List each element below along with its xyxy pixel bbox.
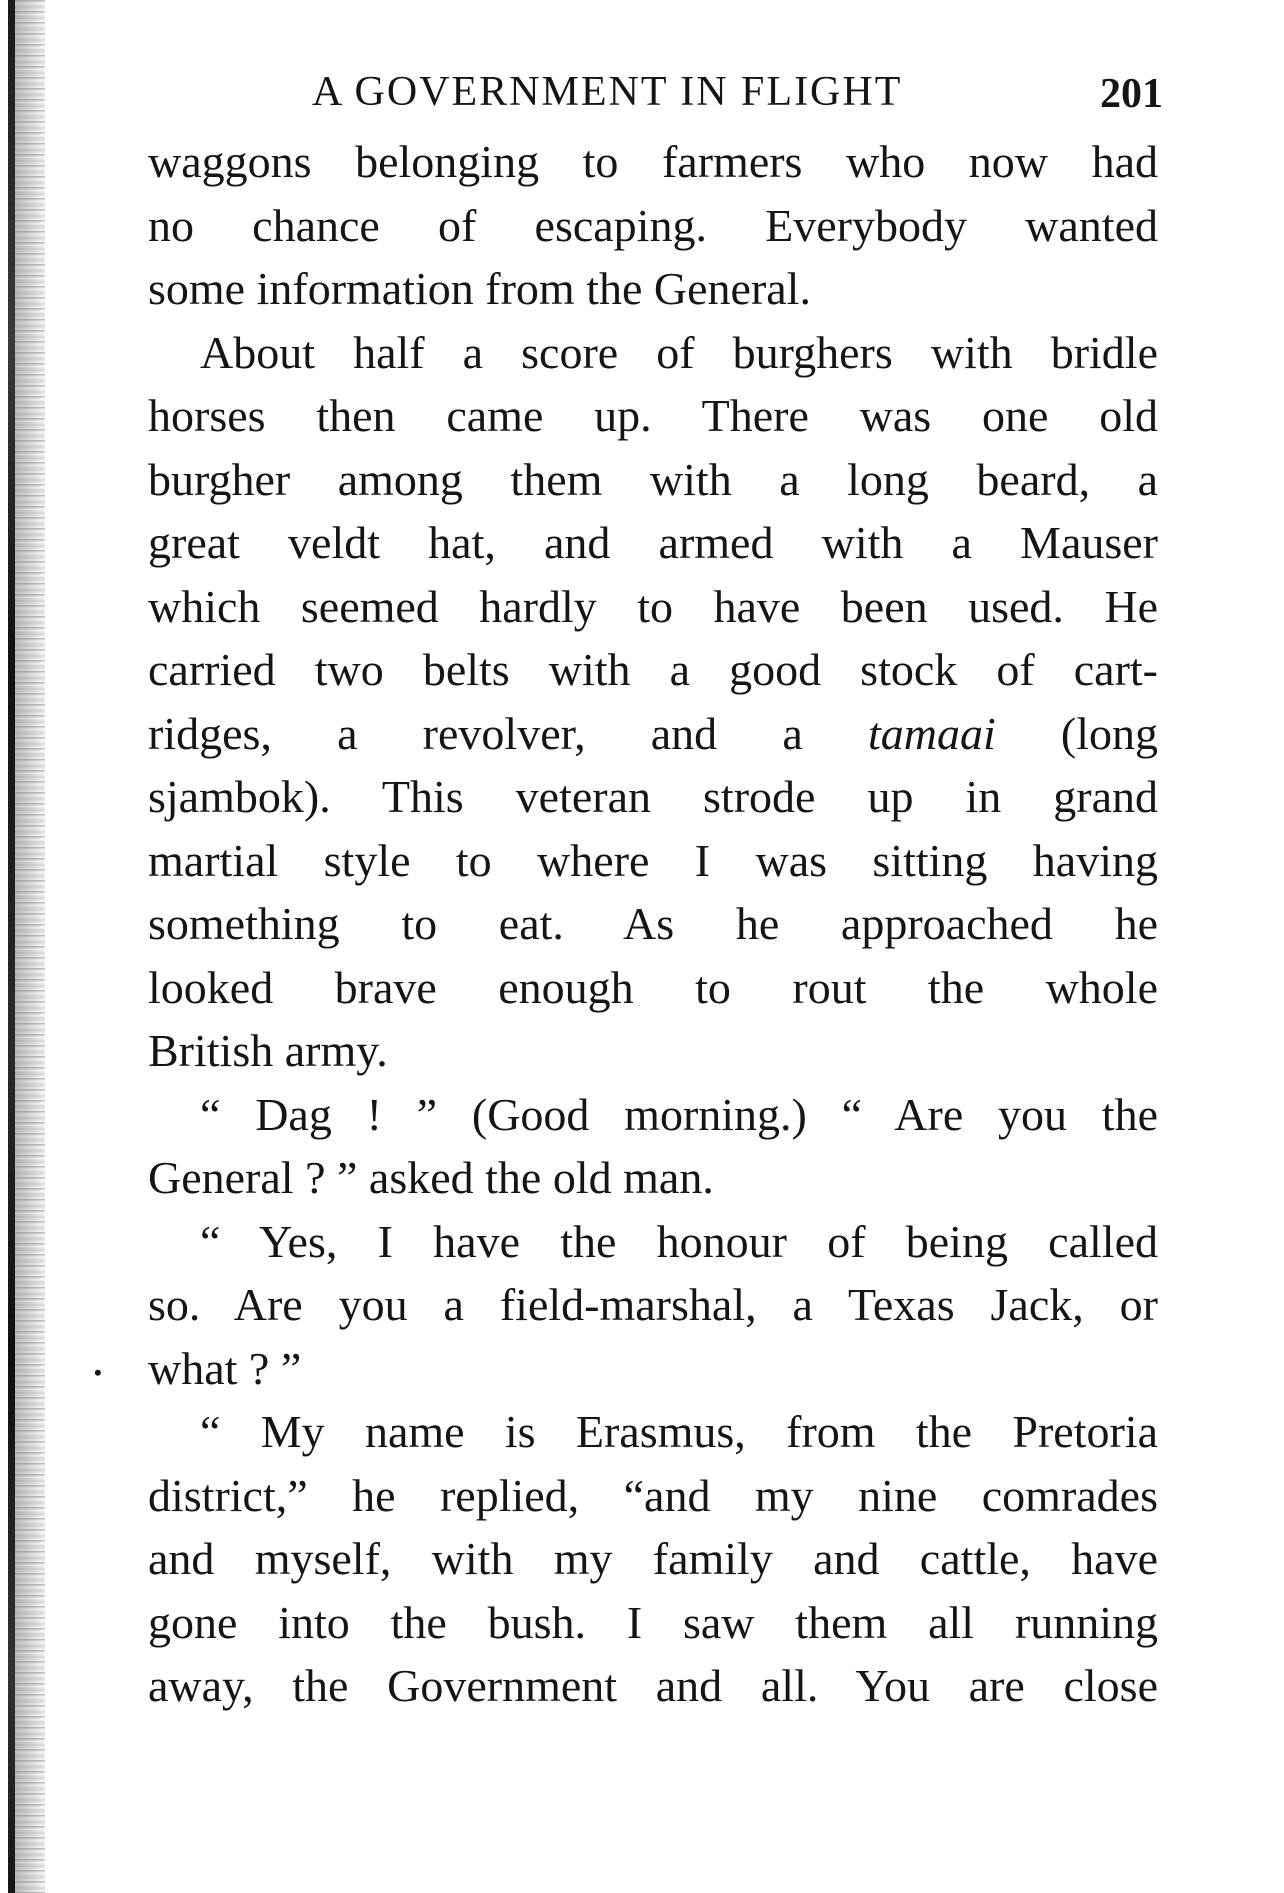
text-line: away, the Government and all. You are close xyxy=(148,1660,1158,1711)
running-head: A GOVERNMENT IN FLIGHT xyxy=(312,69,903,115)
text-line: carried two belts with a good stock of cart- xyxy=(148,644,1158,695)
text-line: gone into the bush. I saw them all running xyxy=(148,1596,1158,1648)
text-line: district,” he replied, “and my nine comrades xyxy=(148,1469,1158,1521)
text-line: looked brave enough to rout the whole xyxy=(148,961,1158,1013)
paragraph-start-line: About half a score of burghers with bridle xyxy=(200,326,1158,378)
text-line: burgher among them with a long beard, a xyxy=(148,453,1158,505)
page-number: 201 xyxy=(1100,71,1163,117)
text-line: which seemed hardly to have been used. He xyxy=(148,580,1158,632)
binding-edge xyxy=(0,0,46,1893)
text-line: British army. xyxy=(148,1025,388,1076)
paragraph-start-line: “ Dag ! ” (Good morning.) “ Are you the xyxy=(200,1088,1158,1140)
italic-term: tamaai xyxy=(867,707,996,759)
text-fragment: (long xyxy=(1060,707,1158,759)
text-line: martial style to where I was sitting having xyxy=(148,834,1158,886)
text-line: something to eat. As he approached he xyxy=(148,898,1158,949)
text-line: and myself, with my family and cattle, have xyxy=(148,1533,1158,1584)
text-line: horses then came up. There was one old xyxy=(148,390,1158,441)
paragraph-start-line: “ Yes, I have the honour of being called xyxy=(200,1215,1158,1267)
page-header xyxy=(0,52,1284,132)
body-text xyxy=(148,130,1158,1718)
text-fragment: ridges, a revolver, and a xyxy=(148,707,803,759)
text-line: great veldt hat, and armed with a Mauser xyxy=(148,517,1158,568)
binding-shadow xyxy=(8,0,15,1893)
text-line: so. Are you a field-marshal, a Texas Jack, or xyxy=(148,1279,1158,1330)
paragraph-start-line: “ My name is Erasmus, from the Pretoria xyxy=(200,1406,1158,1457)
text-line: some information from the General. xyxy=(148,263,811,314)
text-line: waggons belonging to farmers who now had xyxy=(148,136,1158,187)
margin-mark: • xyxy=(94,1360,102,1385)
text-line: General ? ” asked the old man. xyxy=(148,1152,714,1203)
text-line: no chance of escaping. Everybody wanted xyxy=(148,199,1158,251)
scan-speckle xyxy=(15,0,45,1893)
text-line: what ? ” xyxy=(148,1342,302,1394)
text-line: sjambok). This veteran strode up in grand xyxy=(148,771,1158,822)
text-line-with-italic xyxy=(148,702,1158,766)
